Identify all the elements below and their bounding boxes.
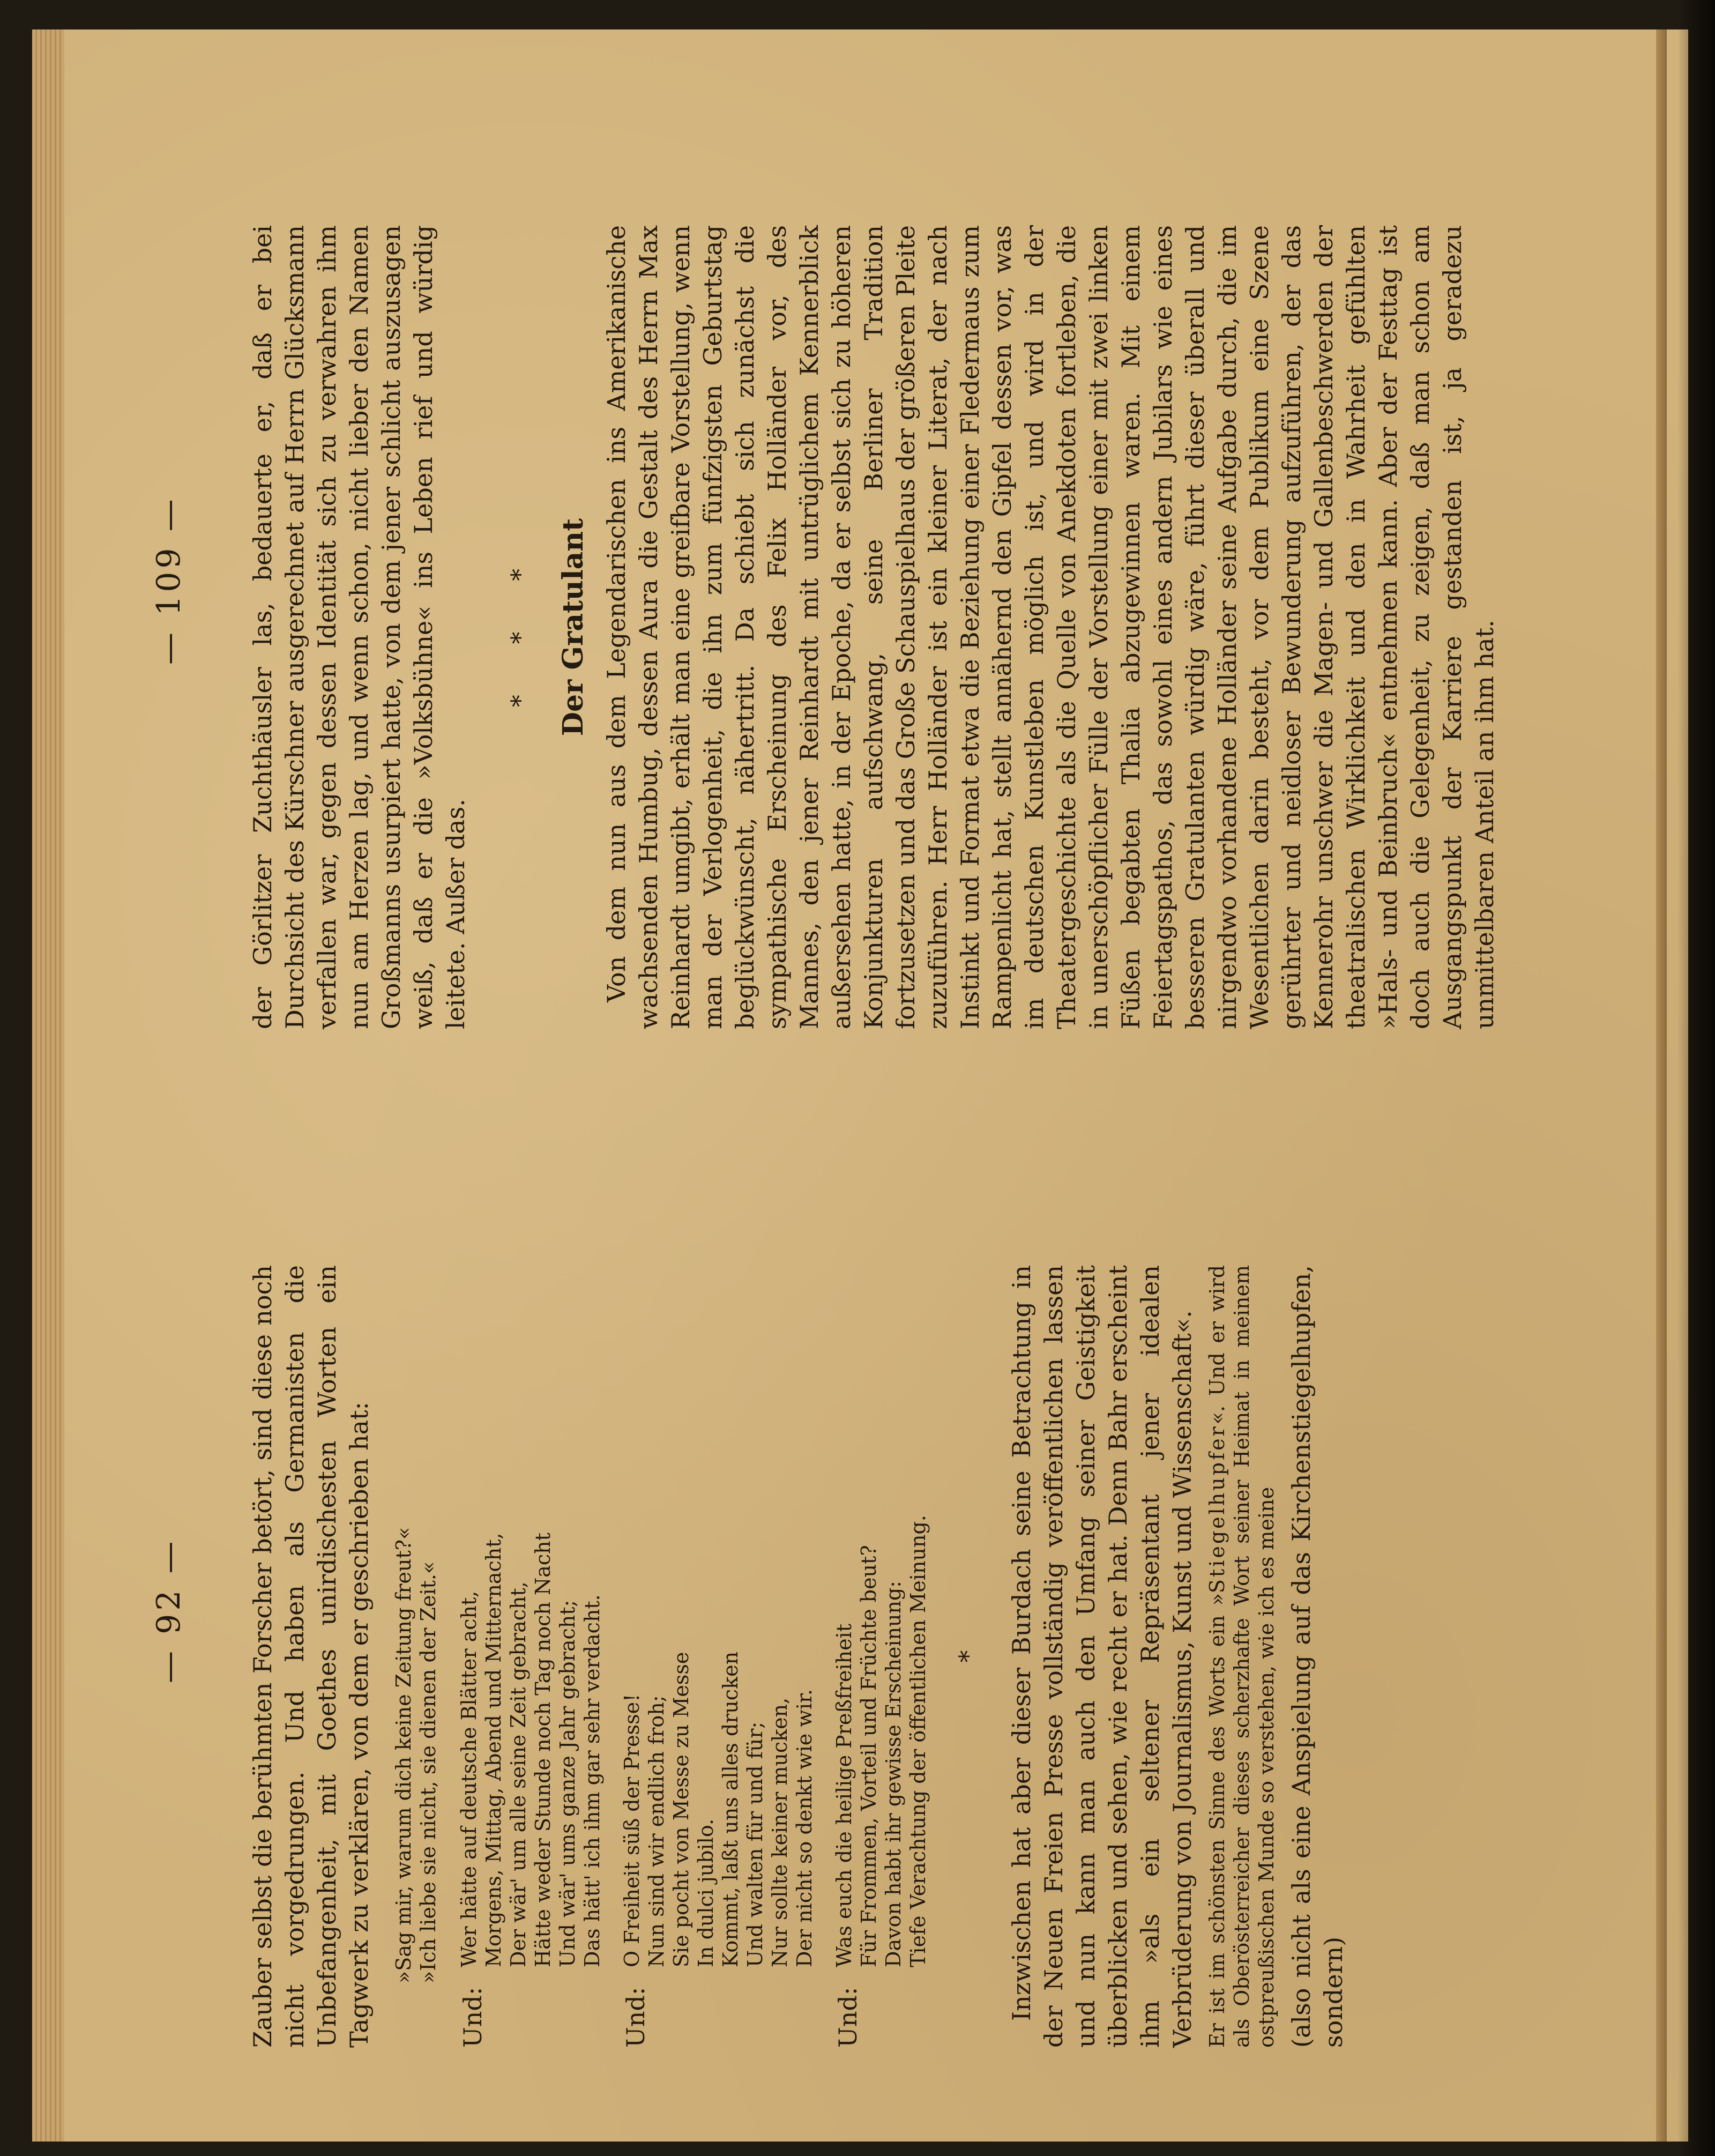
page-fold bbox=[1656, 29, 1667, 2142]
verse-line: Und wär' ums ganze Jahr gebracht; bbox=[556, 1600, 579, 1967]
verse-line: Nur sollte keiner mucken, bbox=[768, 1697, 792, 1967]
folio-92: — 92 — bbox=[150, 1538, 188, 1683]
verse-line: Das hätt' ich ihm gar sehr verdacht. bbox=[580, 1594, 604, 1967]
verse-line: Für Frommen, Vorteil und Früchte beut? bbox=[857, 1545, 881, 1967]
verse-line: In dulci jubilo. bbox=[694, 1818, 718, 1967]
verse-line: Nun sind wir endlich froh; bbox=[645, 1695, 668, 1967]
small-text: Er ist im schönsten Sinne des Worts ein » bbox=[1205, 1593, 1229, 2048]
verse-line: Morgens, Mittag, Abend und Mitternacht, bbox=[482, 1533, 505, 1967]
und-label: Und: bbox=[833, 1987, 862, 2048]
section-heading: Der Gratulant bbox=[557, 518, 590, 737]
section-star: * bbox=[953, 1650, 982, 1663]
verse-line: Kommt, laßt uns alles drucken bbox=[719, 1651, 742, 1967]
page-92-column bbox=[247, 1265, 1349, 2048]
poem-2 bbox=[620, 1652, 817, 1967]
page-109-main-paragraph: Von dem nun aus dem Legendarischen ins Amerikanische wachsenden Humbug, dessen Aura die Gestalt des Herrn Max Reinhardt umgibt, erhält man eine greifbare Vorstellung, wenn man der Verlogenheit, die ihn zum fünfzigsten Geburtstag beglückwünscht, nähertritt. Da schiebt sich zunächst die sympathische Erscheinung des Felix Holländer vor, des Mannes, den jener Reinhardt mit untrüglichem Kennerblick außersehen hatte, in der Epoche, da er selbst sich zu höheren Konjunkturen aufschwang, seine Berliner Tradition fortzusetzen und das Große Schauspielhaus der größeren Pleite zuzuführen. Herr Holländer ist ein kleiner Literat, der nach Instinkt und Format etwa die Beziehung einer Fledermaus zum Rampenlicht hat, stellt annähernd den Gipfel dessen vor, was im deutschen Kunstleben möglich ist, und wird in der Theatergeschichte als die Quelle von Anekdoten fortleben, die in unerschöpflicher Fülle der Vorstellung einer mit zwei linken Füßen begabten Thalia abzugewinnen waren. Mit einem Feiertagspathos, das sowohl eines andern Jubilars wie eines besseren Gratulanten würdig wäre, führt dieser überall und nirgendwo vorhandene Holländer seine Aufgabe durch, die im Wesentlichen darin besteht, vor dem Publikum eine Szene gerührter und neidloser Bewunderung aufzuführen, der das Kennerohr unschwer die Magen- und Gallenbeschwerden der theatralischen Wirklichkeit und den in Wahrheit gefühlten »Hals- und Beinbruch« entnehmen kann. Aber der Festtag ist doch auch die Gelegenheit, zu zeigen, daß man schon am Ausgangspunkt der Karriere gestanden ist, ja geradezu unmittelbaren Anteil an ihm hat. bbox=[602, 225, 1499, 1029]
section-stars: * * * bbox=[505, 547, 534, 708]
poem-block-3 bbox=[832, 1265, 930, 2048]
verse-line: Wer hätte auf deutsche Blätter acht, bbox=[457, 1590, 481, 1967]
poem-1 bbox=[457, 1533, 605, 1967]
goethe-quote bbox=[391, 1265, 441, 1983]
verse-line: Davon habt ihr gewisse Erscheinung: bbox=[882, 1580, 905, 1967]
page-109-column bbox=[247, 225, 1501, 1029]
verse-line: Was euch die heilige Preßfreiheit bbox=[832, 1623, 856, 1967]
verse-line: Der wär' um alle seine Zeit gebracht, bbox=[506, 1581, 530, 1967]
small-text: «. Und er wird als Oberösterreicher dieses scherzhafte Wort seiner Heimat in meinem ostpreußischen Munde so verstehen, wie ich es meine bbox=[1205, 1265, 1278, 2048]
poem-3 bbox=[832, 1515, 930, 1967]
verse-line: O Freiheit süß der Presse! bbox=[620, 1693, 644, 1967]
und-label: Und: bbox=[458, 1987, 487, 2048]
folio-109: — 109 — bbox=[150, 496, 188, 665]
und-label: Und: bbox=[621, 1987, 650, 2048]
poem-block-2 bbox=[620, 1265, 817, 2048]
page-92-small-paragraph bbox=[1205, 1265, 1279, 2048]
rotated-spread bbox=[43, 43, 1651, 2144]
page-109-paragraph: der Görlitzer Zuchthäusler las, bedauerte er, daß er bei Durchsicht des Kürschner ausgerechnet auf Herrn Glücksmann verfallen war, gegen dessen Identität sich zu verwahren ihm nun am Herzen lag, und wenn schon, nicht lieber den Namen Großmanns usurpiert hatte, von dem jener schlicht auszusagen weiß, daß er die »Volksbühne« ins Leben rief und würdig leitete. Außer das. bbox=[248, 225, 470, 1029]
poem-block-1 bbox=[457, 1265, 605, 2048]
page-92-closing: (also nicht als eine Anspielung auf das Kirchenstiegelhupfen, sondern) bbox=[1287, 1265, 1348, 2048]
verse-line: Hätte weder Stunde noch Tag noch Nacht bbox=[531, 1533, 555, 1967]
quote-line: »Ich liebe sie nicht, sie dienen der Zeit.« bbox=[416, 1561, 440, 1983]
right-shadow bbox=[1677, 0, 1715, 2156]
verse-line: Tiefe Verachtung der öffentlichen Meinung. bbox=[906, 1515, 930, 1967]
verse-line: Und walten für und für; bbox=[743, 1721, 767, 1967]
spaced-word: Stiegelhupfer bbox=[1205, 1424, 1229, 1594]
page-92-paragraph: Inzwischen hat aber dieser Burdach seine Betrachtung in der Neuen Freien Presse vollständig veröffentlichen lassen und nun kann man auch den Umfang seiner Geistigkeit überblicken und sehen, wie recht er hat. Denn Bahr erscheint ihm »als ein seltener Repräsentant jener idealen Verbrüderung von Journalismus, Kunst und Wissenschaft«. bbox=[1007, 1265, 1197, 2048]
verse-line: Der nicht so denkt wie wir. bbox=[793, 1689, 816, 1967]
quote-line: »Sag mir, warum dich keine Zeitung freut?« bbox=[392, 1527, 415, 1983]
page-92-intro: Zauber selbst die berühmten Forscher betört, sind diese noch nicht vorgedrungen. Und haben als Germanisten die Unbefangenheit, mit Goethes unirdischesten Worten ein Tagwerk zu verklären, von dem er geschrieben hat: bbox=[248, 1265, 374, 2048]
verse-line: Sie pocht von Messe zu Messe bbox=[669, 1652, 693, 1967]
